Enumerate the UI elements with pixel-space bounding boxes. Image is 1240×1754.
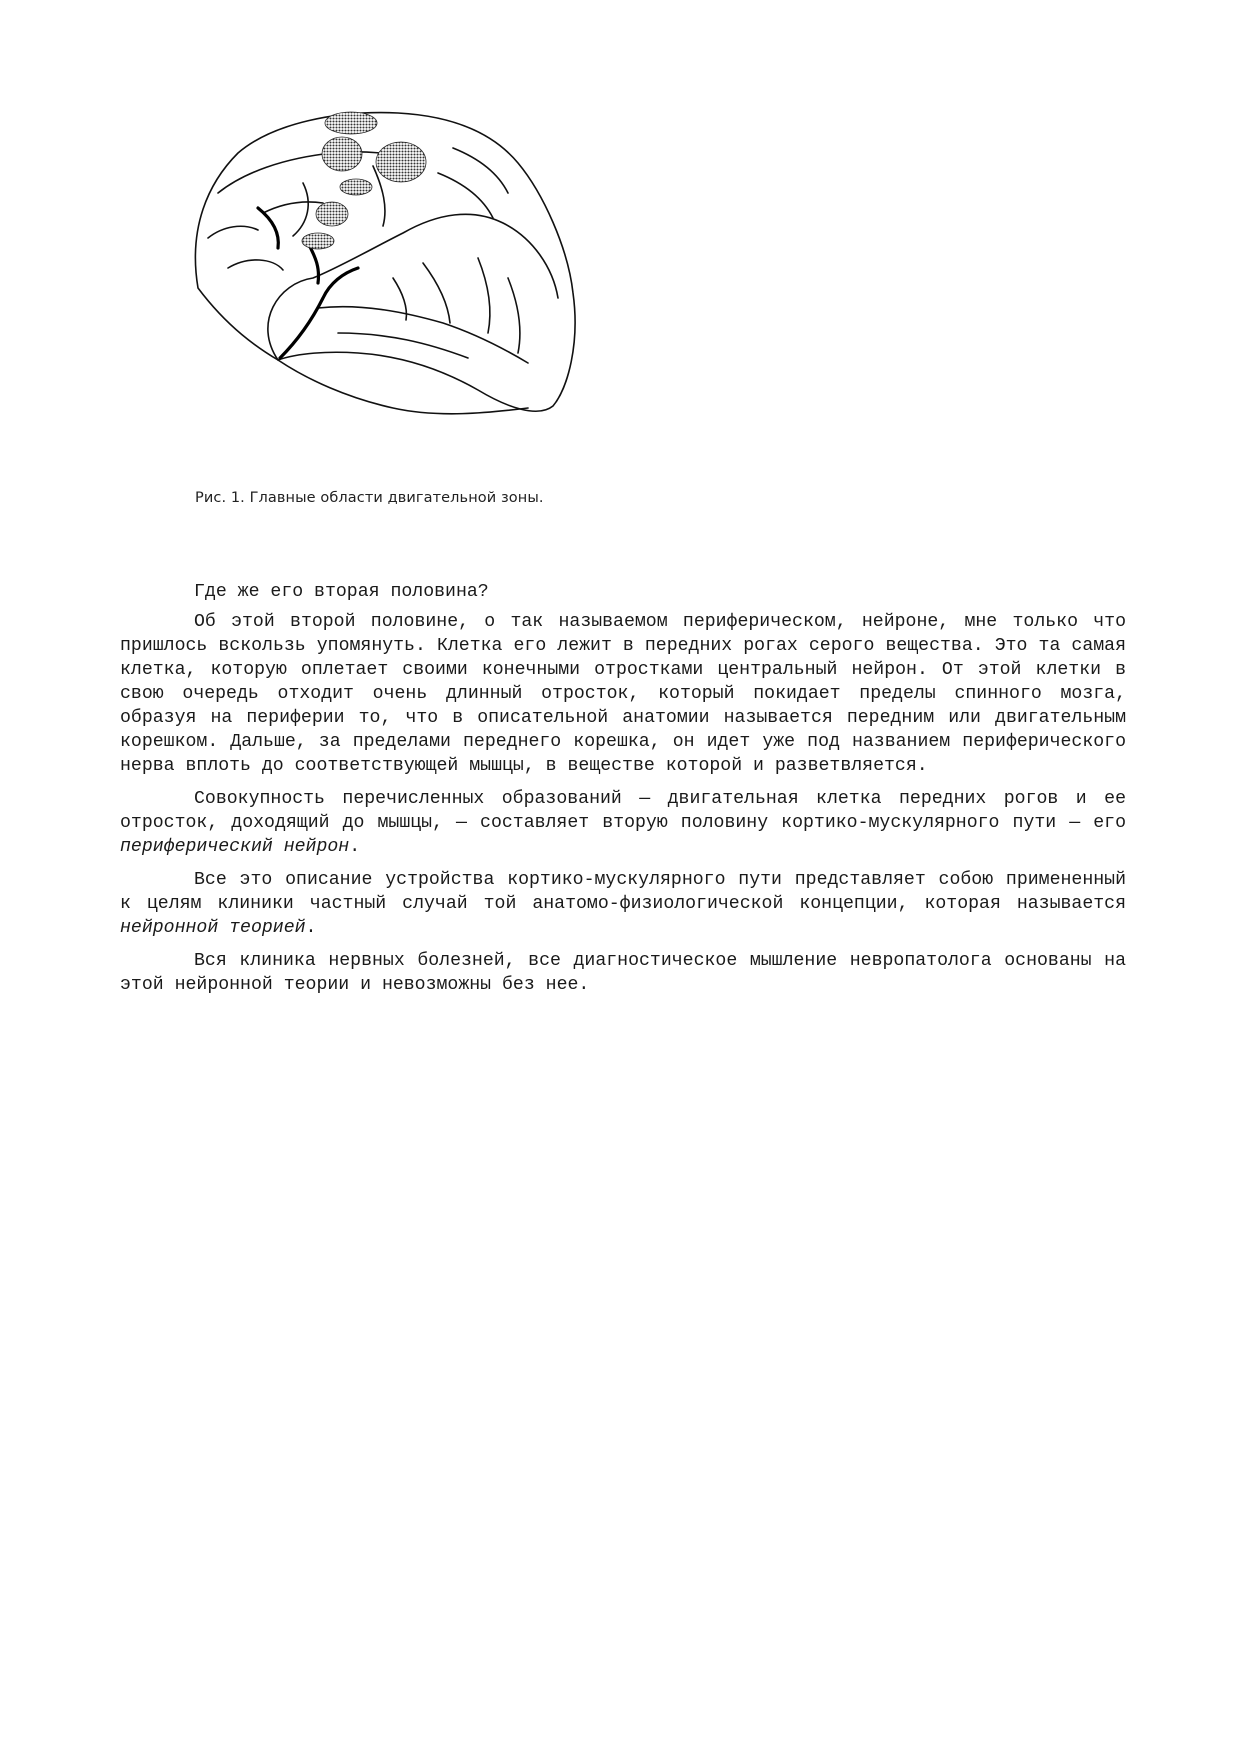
brain-illustration [188,108,658,463]
body-text [120,580,1126,1006]
paragraph: Об этой второй половине, о так называемом периферическом, нейроне, мне только что пришлось вскользь упомянуть. Клетка его лежит в передних рогах серого вещества. Это та самая клетка, которую оплетает своими конечными отростками центральный нейрон. От этой клетки в свою очередь отходит очень длинный отросток, который покидает пределы спинного мозга, образуя на периферии то, что в описательной анатомии называется передним или двигательным корешком. Дальше, за пределами переднего корешка, он идет уже под названием периферического нерва вплоть до соответствующей мышцы, в веществе которой и разветвляется. [120,612,1126,776]
area-leg-trunk [325,112,377,134]
paragraph-end: . [349,837,361,857]
area-speech [340,179,372,195]
paragraph-text: Все это описание устройства кортико-мускулярного пути представляет собою примененный к целям клиники частный случай той анатомо-физиологической концепции, которая называется [120,870,1126,914]
paragraph-end: . [305,918,317,938]
brain-figure [188,108,658,463]
area-arm [376,142,426,182]
area-hand [316,202,348,226]
paragraph-text: Совокупность перечисленных образований — двигательная клетка передних рогов и ее отросток, доходящий до мышцы, — составляет вторую половину кортико-мускулярного пути — его [120,789,1126,833]
emphasis-term: нейронной теорией [120,918,306,938]
paragraph: Где же его вторая половина? [194,582,489,602]
paragraph [120,787,1126,859]
paragraph: Вся клиника нервных болезней, все диагностическое мышление невропатолога основаны на этой нейронной теории и невозможны без нее. [120,951,1126,995]
figure-caption: Рис. 1. Главные области двигательной зоны. [195,490,544,506]
emphasis-term: периферический нейрон [120,837,350,857]
area-head [322,137,362,171]
paragraph [120,868,1126,940]
area-face [302,233,334,249]
